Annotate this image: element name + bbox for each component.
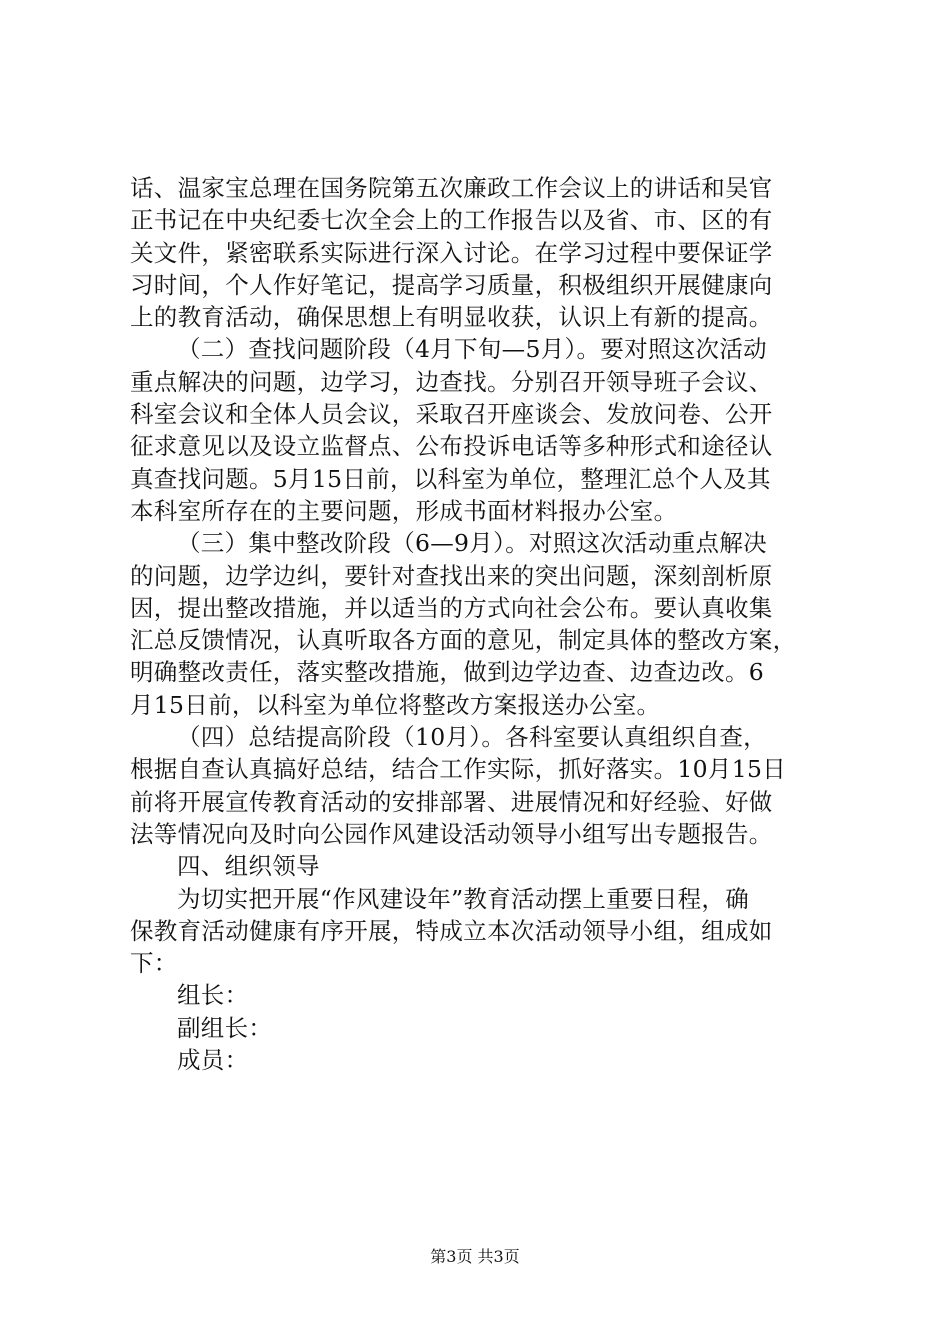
text-line: 真查找问题。5月15日前，以科室为单位，整理汇总个人及其 [130,464,771,493]
text-line: 下： [130,949,178,978]
text-line: 正书记在中央纪委七次全会上的工作报告以及省、市、区的有 [130,206,773,235]
text-line: 为切实把开展“作风建设年”教育活动摆上重要日程，确 [177,884,750,913]
role-line-leader: 组长： [177,981,249,1010]
text-line: 明确整改责任，落实整改措施，做到边学边查、边查边改。6 [130,658,765,687]
text-line: 话、温家宝总理在国务院第五次廉政工作会议上的讲话和吴官 [130,174,773,202]
text-line: 前将开展宣传教育活动的安排部署、进展情况和好经验、好做 [130,787,773,816]
text-line: 的问题，边学边纠，要针对查找出来的突出问题，深刻剖析原 [130,561,773,590]
text-line: 科室会议和全体人员会议，采取召开座谈会、发放问卷、公开 [130,400,773,429]
section-heading-line: （三）集中整改阶段（6—9月）。对照这次活动重点解决 [177,529,767,558]
role-line-members: 成员： [177,1046,249,1075]
text-line: 关文件，紧密联系实际进行深入讨论。在学习过程中要保证学 [130,238,773,267]
section-title-line: 四、组织领导 [177,852,320,881]
text-line: 重点解决的问题，边学习，边查找。分别召开领导班子会议、 [130,367,773,396]
text-line: 法等情况向及时向公园作风建设活动领导小组写出专题报告。 [130,819,773,848]
text-line: 征求意见以及设立监督点、公布投诉电话等多种形式和途径认 [130,432,773,461]
page-footer: 第3页 共3页 [430,1247,520,1266]
document-body [130,172,830,1076]
text-line: 习时间，个人作好笔记，提高学习质量，积极组织开展健康向 [130,270,773,299]
section-heading-line: （二）查找问题阶段（4月下旬—5月）。要对照这次活动 [177,335,767,364]
text-line: 根据自查认真搞好总结，结合工作实际，抓好落实。10月15日 [130,755,787,784]
text-line: 保教育活动健康有序开展，特成立本次活动领导小组，组成如 [130,916,773,945]
text-line: 汇总反馈情况，认真听取各方面的意见，制定具体的整改方案， [130,626,797,655]
text-line: 本科室所存在的主要问题，形成书面材料报办公室。 [130,496,678,525]
text-line: 因，提出整改措施，并以适当的方式向社会公布。要认真收集 [130,593,773,622]
text-line: 月15日前，以科室为单位将整改方案报送办公室。 [130,690,661,719]
role-line-deputy-leader: 副组长： [177,1013,273,1042]
text-line: 上的教育活动，确保思想上有明显收获，认识上有新的提高。 [130,303,773,332]
section-heading-line: （四）总结提高阶段（10月）。各科室要认真组织自查， [177,723,767,752]
